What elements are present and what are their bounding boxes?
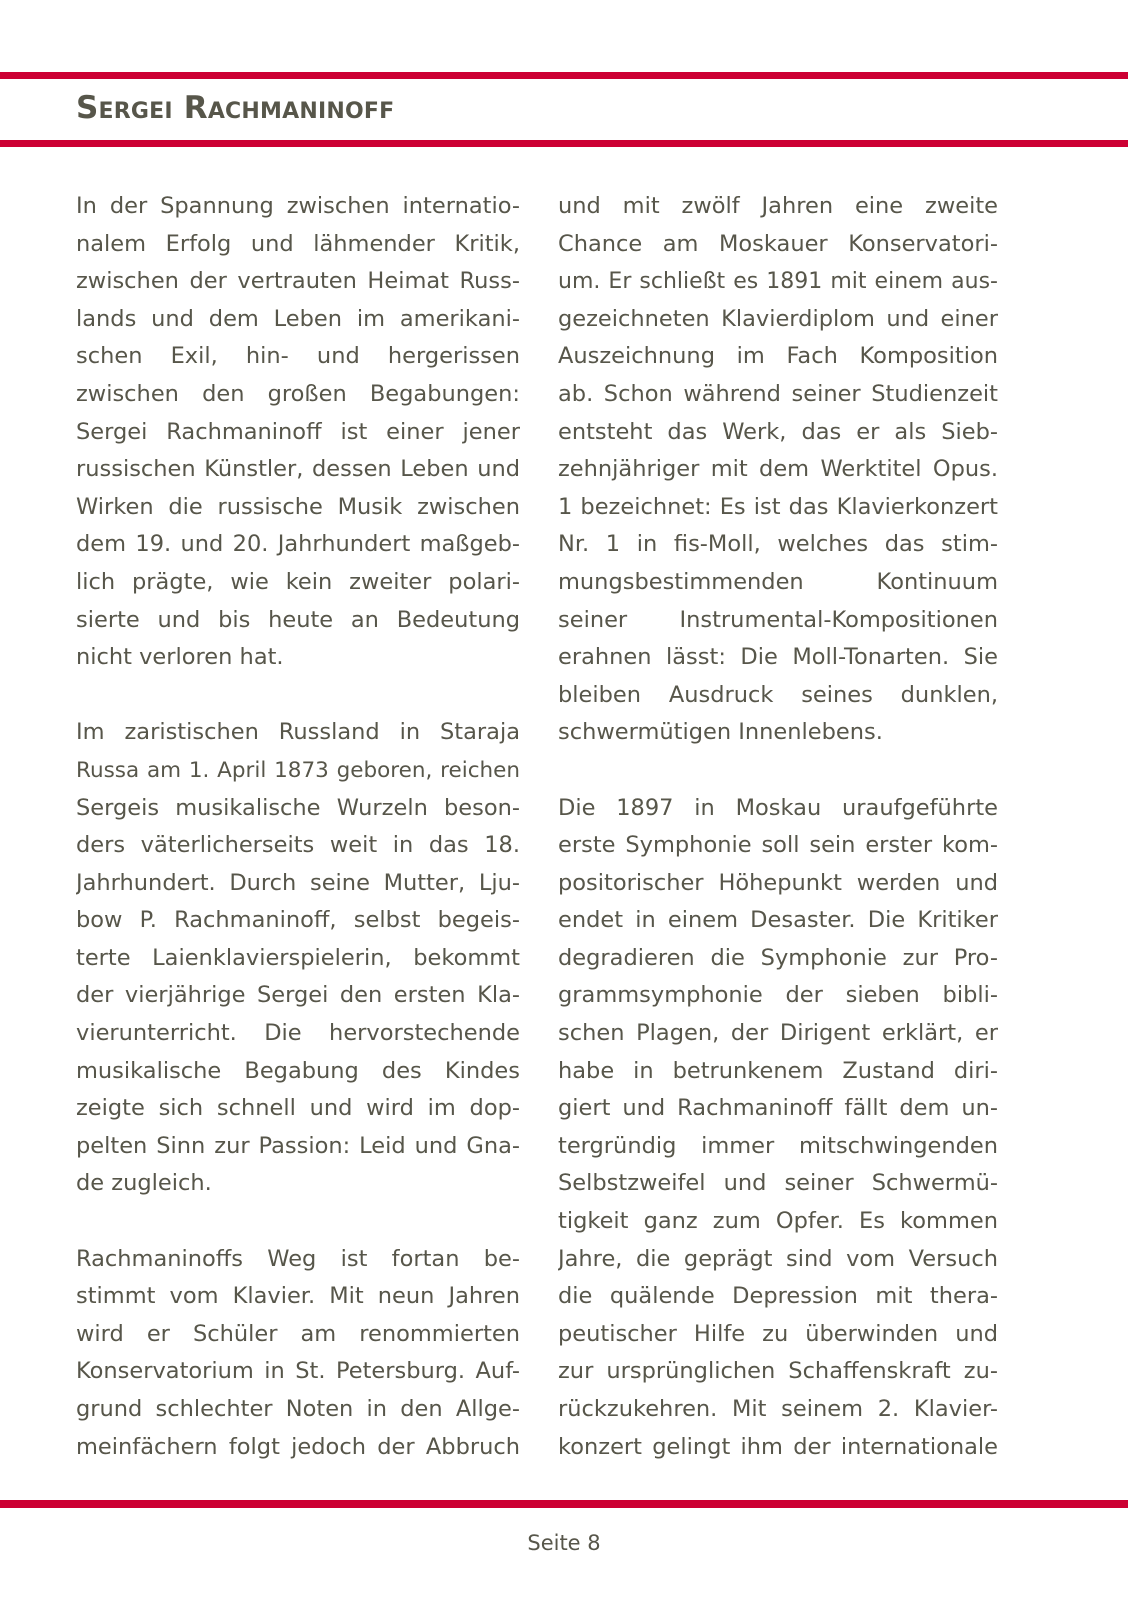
footer-rule xyxy=(0,1500,1128,1508)
text-line: giert und Rachmaninoff fällt dem un- xyxy=(558,1095,998,1122)
text-line: bleiben Ausdruck seines dunklen, xyxy=(558,681,998,708)
text-line: bow P. Rachmaninoff, selbst begeis- xyxy=(76,907,520,934)
text-line: Wirken die russische Musik zwischen xyxy=(76,493,520,520)
text-line: Selbstzweifel und seiner Schwermü- xyxy=(558,1170,998,1197)
text-column-right xyxy=(558,188,998,1466)
text-line: sierte und bis heute an Bedeutung xyxy=(76,606,520,633)
text-line: und mit zwölf Jahren eine zweite xyxy=(558,193,998,219)
text-line: schen Exil, hin- und hergerissen xyxy=(76,343,520,370)
paragraph-break xyxy=(76,677,520,715)
text-line: erste Symphonie soll sein erster kom- xyxy=(558,832,998,859)
text-line: nicht verloren hat. xyxy=(76,644,284,671)
text-line: nalem Erfolg und lähmender Kritik, xyxy=(76,230,520,257)
header-top-rule xyxy=(0,72,1128,79)
paragraph-break xyxy=(558,752,998,790)
text-line: meinfächern folgt jedoch der Abbruch xyxy=(76,1433,520,1460)
text-line: ders väterlicherseits weit in das 18. xyxy=(76,832,520,859)
text-line: seiner Instrumental-Kompositionen xyxy=(558,606,998,633)
text-line: konzert gelingt ihm der internationale xyxy=(558,1433,998,1460)
text-line: der vierjährige Sergei den ersten Kla- xyxy=(76,982,520,1009)
text-line: um. Er schließt es 1891 mit einem aus- xyxy=(558,269,998,295)
text-line: wird er Schüler am renommierten xyxy=(76,1320,520,1347)
text-line: endet in einem Desaster. Die Kritiker xyxy=(558,907,998,934)
text-line: zeigte sich schnell und wird im dop- xyxy=(76,1095,520,1122)
paragraph-break xyxy=(76,1203,520,1241)
page-title: Sergei Rachmaninoff xyxy=(76,90,395,126)
text-line: lich prägte, wie kein zweiter polari- xyxy=(76,568,520,595)
text-line: Nr. 1 in fis-Moll, welches das stim- xyxy=(558,531,998,558)
text-line: grund schlechter Noten in den Allge- xyxy=(76,1396,520,1422)
text-line: vierunterricht. Die hervorstechende xyxy=(76,1020,520,1047)
text-line: positorischer Höhepunkt werden und xyxy=(558,869,998,896)
text-line: ab. Schon während seiner Studienzeit xyxy=(558,380,998,407)
text-line: Chance am Moskauer Konservatori- xyxy=(558,230,998,257)
text-line: zwischen den großen Begabungen: xyxy=(76,380,520,407)
text-line: mungsbestimmenden Kontinuum xyxy=(558,568,998,595)
text-line: zehnjähriger mit dem Werktitel Opus. xyxy=(558,456,998,483)
text-line: tergründig immer mitschwingenden xyxy=(558,1132,998,1159)
text-line: grammsymphonie der sieben bibli- xyxy=(558,982,998,1009)
text-line: Sergeis musikalische Wurzeln beson- xyxy=(76,794,520,821)
text-line: stimmt vom Klavier. Mit neun Jahren xyxy=(76,1283,520,1310)
text-line: gezeichneten Klavierdiplom und einer xyxy=(558,305,998,332)
text-line: de zugleich. xyxy=(76,1170,212,1197)
text-line: die quälende Depression mit thera- xyxy=(558,1283,998,1310)
text-line: russischen Künstler, dessen Leben und xyxy=(76,456,520,483)
page-number: Seite 8 xyxy=(527,1531,601,1555)
text-line: pelten Sinn zur Passion: Leid und Gna- xyxy=(76,1132,520,1159)
text-line: Sergei Rachmaninoff ist einer jener xyxy=(76,418,520,445)
text-line: In der Spannung zwischen internatio- xyxy=(76,193,520,219)
text-line: lands und dem Leben im amerikani- xyxy=(76,305,520,332)
text-line: Jahrhundert. Durch seine Mutter, Lju- xyxy=(76,869,520,896)
text-line: habe in betrunkenem Zustand diri- xyxy=(558,1057,998,1084)
text-line: Im zaristischen Russland in Staraja xyxy=(76,719,520,746)
text-line: 1 bezeichnet: Es ist das Klavierkonzert xyxy=(558,493,998,520)
text-line: musikalische Begabung des Kindes xyxy=(76,1057,520,1084)
text-line: Jahre, die geprägt sind vom Versuch xyxy=(558,1245,998,1272)
text-line: tigkeit ganz zum Opfer. Es kommen xyxy=(558,1208,998,1235)
text-line: Konservatorium in St. Petersburg. Auf- xyxy=(76,1358,520,1385)
text-line: zwischen der vertrauten Heimat Russ- xyxy=(76,268,520,295)
text-column-left xyxy=(76,188,520,1466)
text-line: rückzukehren. Mit seinem 2. Klavier- xyxy=(558,1396,998,1422)
text-line: erahnen lässt: Die Moll-Tonarten. Sie xyxy=(558,644,998,671)
text-line: peutischer Hilfe zu überwinden und xyxy=(558,1320,998,1347)
text-line: Russa am 1. April 1873 geboren, reichen xyxy=(76,757,520,783)
text-line: entsteht das Werk, das er als Sieb- xyxy=(558,418,998,445)
header-bottom-rule xyxy=(0,140,1128,147)
text-line: Auszeichnung im Fach Komposition xyxy=(558,343,998,370)
text-line: terte Laienklavierspielerin, bekommt xyxy=(76,944,520,971)
text-line: dem 19. und 20. Jahrhundert maßgeb- xyxy=(76,531,520,558)
text-line: Rachmaninoffs Weg ist fortan be- xyxy=(76,1245,520,1272)
text-line: zur ursprünglichen Schaffenskraft zu- xyxy=(558,1358,998,1385)
text-line: degradieren die Symphonie zur Pro- xyxy=(558,944,998,971)
text-line: schwermütigen Innenlebens. xyxy=(558,719,883,746)
text-line: Die 1897 in Moskau uraufgeführte xyxy=(558,794,998,821)
text-line: schen Plagen, der Dirigent erklärt, er xyxy=(558,1020,998,1047)
